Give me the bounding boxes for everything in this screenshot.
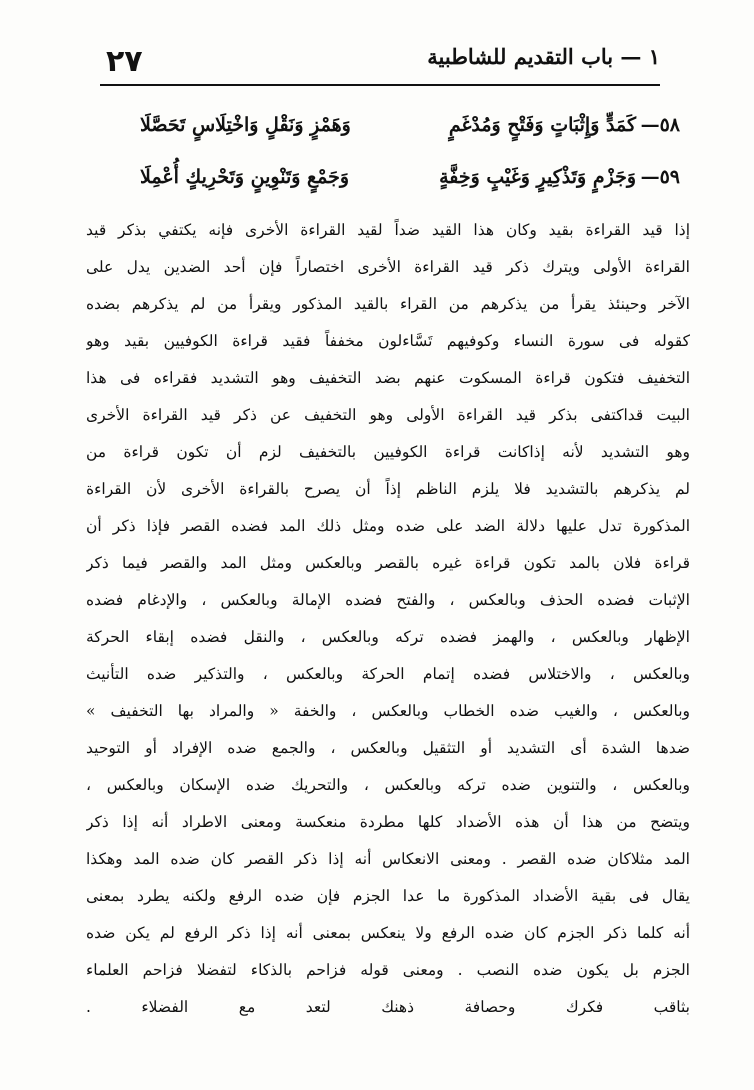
text-line: لم يذكرهم بالتشديد فلا يلزم الناظم إذاً أن يصرح بالقراءة الأخرى لأن القراءة	[86, 480, 690, 498]
verse-first-hemistich: كَمَدٍّ وَإِثْبَاتٍ وَفَتْحٍ وَمُدْغَمٍ	[448, 114, 636, 136]
verse-58	[140, 100, 680, 152]
commentary-text	[86, 212, 690, 1026]
text-line: بثاقب فكرك وحصافة ذهنك لتعد مع الفضلاء .	[86, 998, 690, 1016]
text-line: ويتضح من هذا أن هذه الأضداد كلها مطردة منعكسة ومعنى الاطراد أنه إذا ذكر	[86, 813, 690, 831]
text-line: البيت قداكتفى بذكر قيد القراءة الأولى وهو التخفيف عن ذكر قيد القراءة الأخرى	[86, 406, 690, 424]
text-line: وبالعكس ، والغيب ضده الخطاب وبالعكس ، والخفة « والمراد بها التخفيف »	[86, 702, 690, 720]
verse-second-hemistich: وَجَمْعٍ وَتَنْوِينٍ وَتَحْرِيكٍ أُعْمِلَا	[140, 166, 350, 188]
text-line: القراءة الأولى ويترك ذكر قيد القراءة الأخرى اختصاراً فإن أحد الضدين يدل على	[86, 258, 690, 276]
verse-second-hemistich: وَهَمْزٍ وَنَقْلٍ وَاخْتِلَاسٍ تَحَصَّلَا	[140, 114, 351, 136]
text-line: أنه كلما ذكر الجزم كان ضده الرفع ولا ينعكس بمعنى أنه إذا ذكر الرفع لم يكن ضده	[86, 924, 690, 942]
text-line: يقال فى بقية الأضداد المذكورة ما عدا الجزم فإن ضده الرفع ولكنه يطرد بمعنى	[86, 887, 690, 905]
text-line: ضدها الشدة أى التشديد أو التثقيل وبالعكس ، والجمع ضده الإفراد أو التوحيد	[86, 739, 690, 757]
text-line: التخفيف فتكون قراءة المسكوت عنهم بضد التخفيف وهو التشديد فقراءه فى هذا	[86, 369, 690, 387]
poem-verses	[140, 100, 680, 204]
verse-59	[140, 152, 680, 204]
text-line: وهو التشديد لأنه إذاكانت قراءة الكوفيين بالتخفيف لزم أن تكون قراءة من	[86, 443, 690, 461]
text-line: الجزم بل يكون ضده النصب . ومعنى قوله فزاحم بالذكاء لتفضلا فزاحم العلماء	[86, 961, 690, 979]
text-line: الإثبات فضده الحذف وبالعكس ، والفتح فضده الإمالة وبالعكس ، والإدغام فضده	[86, 591, 690, 609]
text-line: كقوله فى سورة النساء وكوفيهم تَسَّاءلون مخففاً فقيد قراءة الكوفيين بقيد وهو	[86, 332, 690, 350]
text-line: الآخر وحينئذ يقرأ من يذكرهم من القراء بالقيد المذكور ويقرأ من لم يذكرهم بضده	[86, 295, 690, 313]
header-divider	[100, 84, 660, 86]
verse-number: ٥٩—	[640, 166, 680, 188]
verse-number: ٥٨—	[640, 114, 680, 136]
text-line: وبالعكس ، والتنوين ضده تركه وبالعكس ، والتحريك ضده الإسكان وبالعكس ،	[86, 776, 690, 794]
text-line: وبالعكس ، والاختلاس فضده إتمام الحركة وبالعكس ، والتذكير ضده التأنيث	[86, 665, 690, 683]
page-number: ٢٧	[106, 44, 143, 79]
text-line: المذكورة تدل عليها دلالة الضد على ضده ومثل ذلك المد فضده القصر فإذا ذكر أن	[86, 517, 690, 535]
text-line: المد مثلاكان ضده القصر . ومعنى الانعكاس أنه إذا ذكر القصر كان ضده المد وهكذا	[86, 850, 690, 868]
verse-first-hemistich: وَجَزْمٍ وَتَذْكِيرٍ وَغَيْبٍ وَخِفَّةٍ	[439, 166, 636, 188]
text-line: الإظهار وبالعكس ، والهمز فضده تركه وبالعكس ، والنقل فضده إبقاء الحركة	[86, 628, 690, 646]
text-line: قراءة فلان بالمد تكون قراءة غيره بالقصر وبالعكس ومثل المد والقصر فيما ذكر	[86, 554, 690, 572]
page-header	[100, 40, 660, 86]
text-line: إذا قيد القراءة بقيد وكان هذا القيد ضداً لقيد القراءة الأخرى فإنه يكتفي بذكر قيد	[86, 221, 690, 239]
running-head-title: ١ — باب التقديم للشاطبية	[427, 44, 660, 69]
